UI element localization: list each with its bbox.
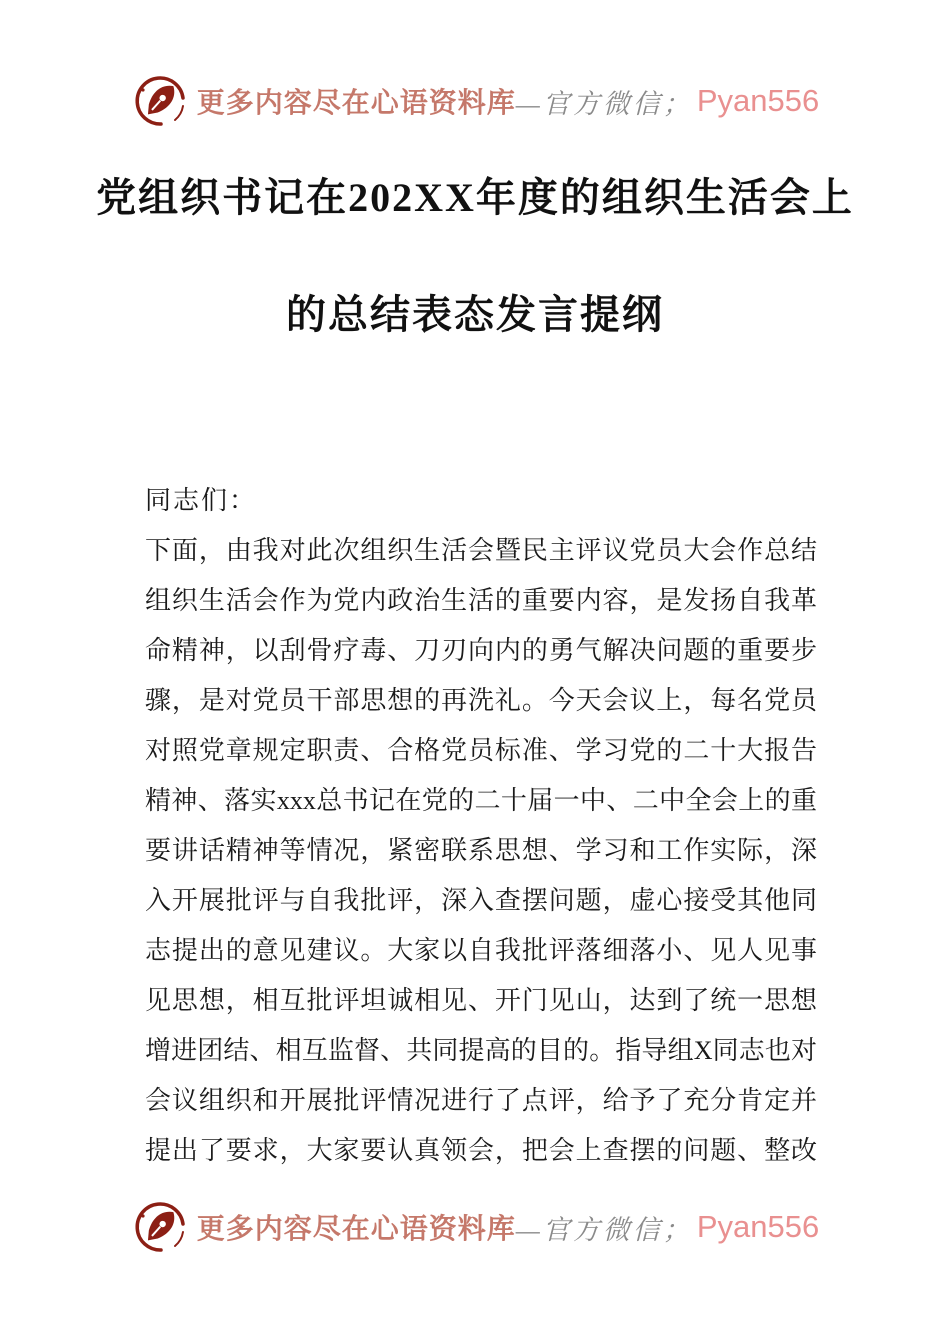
brand-account-text: Pyan556 xyxy=(696,83,820,118)
body-line: 要讲话精神等情况，紧密联系思想、学习和工作实际，深 xyxy=(145,836,817,865)
body-line: 命精神，以刮骨疗毒、刀刃向内的勇气解决问题的重要步 xyxy=(145,636,817,665)
body-line: 下面，由我对此次组织生活会暨民主评议党员大会作总结 xyxy=(145,536,817,565)
body-line: 提出了要求，大家要认真领会，把会上查摆的问题、整改 xyxy=(145,1136,817,1165)
brand-slogan-text: 更多内容尽在心语资料库 xyxy=(196,88,516,119)
doc-title-line2: 的总结表态发言提纲 xyxy=(286,292,664,337)
doc-title-line1: 党组织书记在202XX年度的组织生活会上 xyxy=(96,175,854,220)
body-line: 组织生活会作为党内政治生活的重要内容，是发扬自我革 xyxy=(145,586,817,615)
body-line: 骤，是对党员干部思想的再洗礼。今天会议上，每名党员 xyxy=(145,686,817,715)
brand-channel-text: —官方微信； xyxy=(515,1214,693,1245)
body-line: 志提出的意见建议。大家以自我批评落细落小、见人见事 xyxy=(145,936,817,965)
body-line: 入开展批评与自我批评，深入查摆问题，虚心接受其他同 xyxy=(145,886,817,915)
pen-swirl-logo-icon xyxy=(131,1198,189,1256)
doc-body xyxy=(145,476,817,1176)
salutation-line: 同志们： xyxy=(145,486,258,515)
footer-brand xyxy=(0,1198,950,1256)
pen-swirl-logo-icon xyxy=(131,72,189,130)
header-brand xyxy=(0,72,950,130)
brand-channel-text: —官方微信； xyxy=(515,88,693,119)
body-line: 见思想，相互批评坦诚相见、开门见山，达到了统一思想 xyxy=(145,986,817,1015)
body-line: 增进团结、相互监督、共同提高的目的。指导组X同志也对 xyxy=(145,1036,817,1065)
body-line: 会议组织和开展批评情况进行了点评，给予了充分肯定并 xyxy=(145,1086,817,1115)
brand-slogan-text: 更多内容尽在心语资料库 xyxy=(196,1214,516,1245)
body-line: 精神、落实xxx总书记在党的二十届一中、二中全会上的重 xyxy=(145,786,817,815)
brand-account-text: Pyan556 xyxy=(696,1209,820,1244)
body-line: 对照党章规定职责、合格党员标准、学习党的二十大报告 xyxy=(145,736,817,765)
